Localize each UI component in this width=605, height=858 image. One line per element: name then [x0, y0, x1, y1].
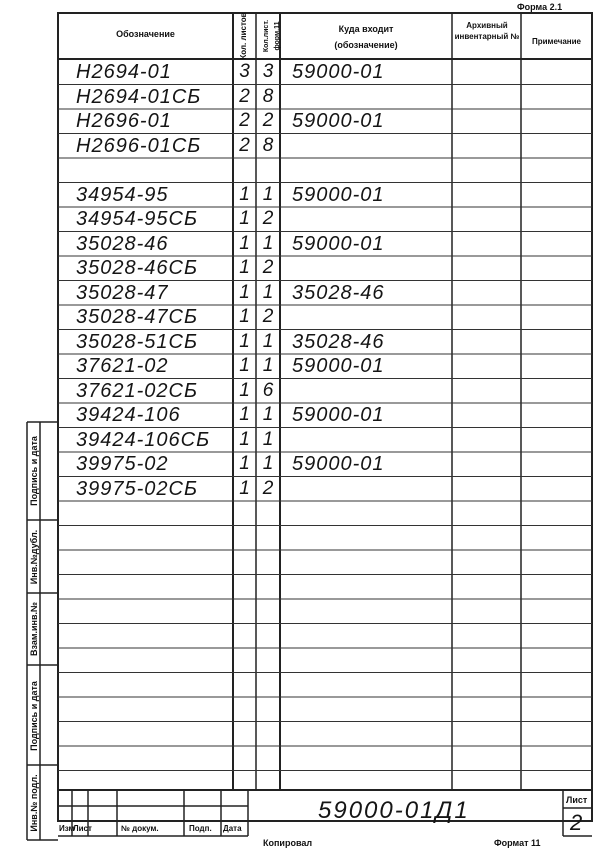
row-sheets-count: 1 [239, 379, 250, 401]
row-designation: 39975-02СБ [76, 477, 198, 500]
row-sheets-count: 2 [239, 110, 250, 131]
header-where-used-sub: (обозначение) [334, 40, 398, 50]
row-designation: 35028-46СБ [76, 257, 198, 279]
row-sheets-count: 1 [239, 257, 250, 278]
row-sheets-count: 1 [239, 428, 250, 450]
row-designation: Н2694-01 [76, 61, 172, 83]
row-designation: 39424-106СБ [76, 428, 211, 451]
row-sheets-count: 1 [239, 208, 250, 229]
row-designation: 35028-47 [76, 281, 169, 304]
row-format-count: 1 [262, 355, 274, 376]
row-designation: 35028-47СБ [76, 306, 198, 328]
row-sheets-count: 1 [239, 404, 250, 425]
row-format-count: 2 [262, 306, 274, 327]
row-format-count: 1 [262, 281, 274, 303]
header-designation: Обозначение [116, 29, 175, 39]
side-sign-date-2: Подпись и дата [29, 681, 39, 751]
row-sheets-count: 2 [239, 85, 250, 107]
side-sign-date-1: Подпись и дата [29, 436, 39, 506]
row-format-count: 8 [262, 85, 274, 107]
row-format-count: 2 [262, 477, 274, 499]
row-where-used: 59000-01 [292, 61, 385, 83]
stamp-doc-no: № докум. [121, 824, 159, 833]
header-archive: Архивный инвентарный № [454, 21, 520, 41]
side-vzam-inv: Взам.инв.№ [29, 601, 39, 657]
stamp-sign: Подп. [189, 824, 212, 833]
row-where-used: 35028-46 [292, 281, 385, 304]
row-sheets-count: 3 [239, 61, 250, 82]
stamp-sheet-no: 2 [570, 810, 584, 835]
stamp-list: Лист [73, 824, 92, 833]
row-sheets-count: 1 [239, 453, 250, 474]
stamp-document-number: 59000-01Д1 [318, 797, 470, 824]
footer-format: Формат 11 [494, 838, 541, 848]
row-where-used: 59000-01 [292, 232, 385, 255]
row-designation: Н2696-01СБ [76, 134, 202, 157]
header-note: Примечание [531, 37, 581, 46]
header-where-used: Куда входит [338, 24, 394, 34]
row-where-used: 59000-01 [292, 453, 385, 475]
row-designation: 37621-02СБ [76, 379, 198, 402]
row-where-used: 35028-46 [292, 330, 385, 353]
row-sheets-count: 1 [239, 355, 250, 376]
row-designation: 35028-46 [76, 232, 169, 255]
row-sheets-count: 1 [239, 183, 250, 205]
row-designation: 37621-02 [76, 355, 169, 377]
footer-copied: Копировал [263, 838, 313, 848]
side-inv-podl: Инв.№ подл. [29, 774, 39, 832]
row-format-count: 1 [262, 453, 274, 474]
header-format-count: Кол.лист. форм.11 [263, 19, 281, 53]
row-designation: Н2696-01 [76, 110, 172, 132]
row-sheets-count: 1 [239, 281, 250, 303]
row-designation: 39424-106 [76, 404, 181, 426]
stamp-sheet-label: Лист [566, 795, 588, 805]
stamp-date: Дата [223, 824, 242, 833]
row-where-used: 59000-01 [292, 183, 385, 206]
row-format-count: 2 [262, 110, 274, 131]
row-sheets-count: 1 [239, 232, 250, 254]
side-inv-dubl: Инв.№дубл. [29, 529, 39, 585]
row-format-count: 3 [262, 61, 274, 82]
header-sheets-count: Кол. листов [239, 12, 248, 60]
row-format-count: 1 [262, 428, 274, 450]
row-sheets-count: 1 [239, 477, 250, 499]
row-sheets-count: 2 [239, 134, 250, 156]
row-designation: 34954-95 [76, 183, 169, 206]
stamp-izm: Изм [59, 824, 75, 833]
row-where-used: 59000-01 [292, 355, 385, 377]
row-designation: 34954-95СБ [76, 208, 198, 230]
row-sheets-count: 1 [239, 330, 250, 352]
row-format-count: 1 [262, 404, 274, 425]
row-format-count: 1 [262, 183, 274, 205]
row-sheets-count: 1 [239, 306, 250, 327]
row-designation: Н2694-01СБ [76, 85, 202, 108]
form-label: Форма 2.1 [517, 2, 563, 12]
row-format-count: 2 [262, 208, 274, 229]
row-format-count: 2 [262, 257, 274, 278]
row-format-count: 1 [262, 330, 274, 352]
row-designation: 35028-51СБ [76, 330, 198, 353]
row-designation: 39975-02 [76, 453, 169, 475]
row-where-used: 59000-01 [292, 110, 385, 132]
row-where-used: 59000-01 [292, 404, 385, 426]
row-format-count: 1 [262, 232, 274, 254]
row-format-count: 8 [262, 134, 274, 156]
row-format-count: 6 [262, 379, 274, 401]
